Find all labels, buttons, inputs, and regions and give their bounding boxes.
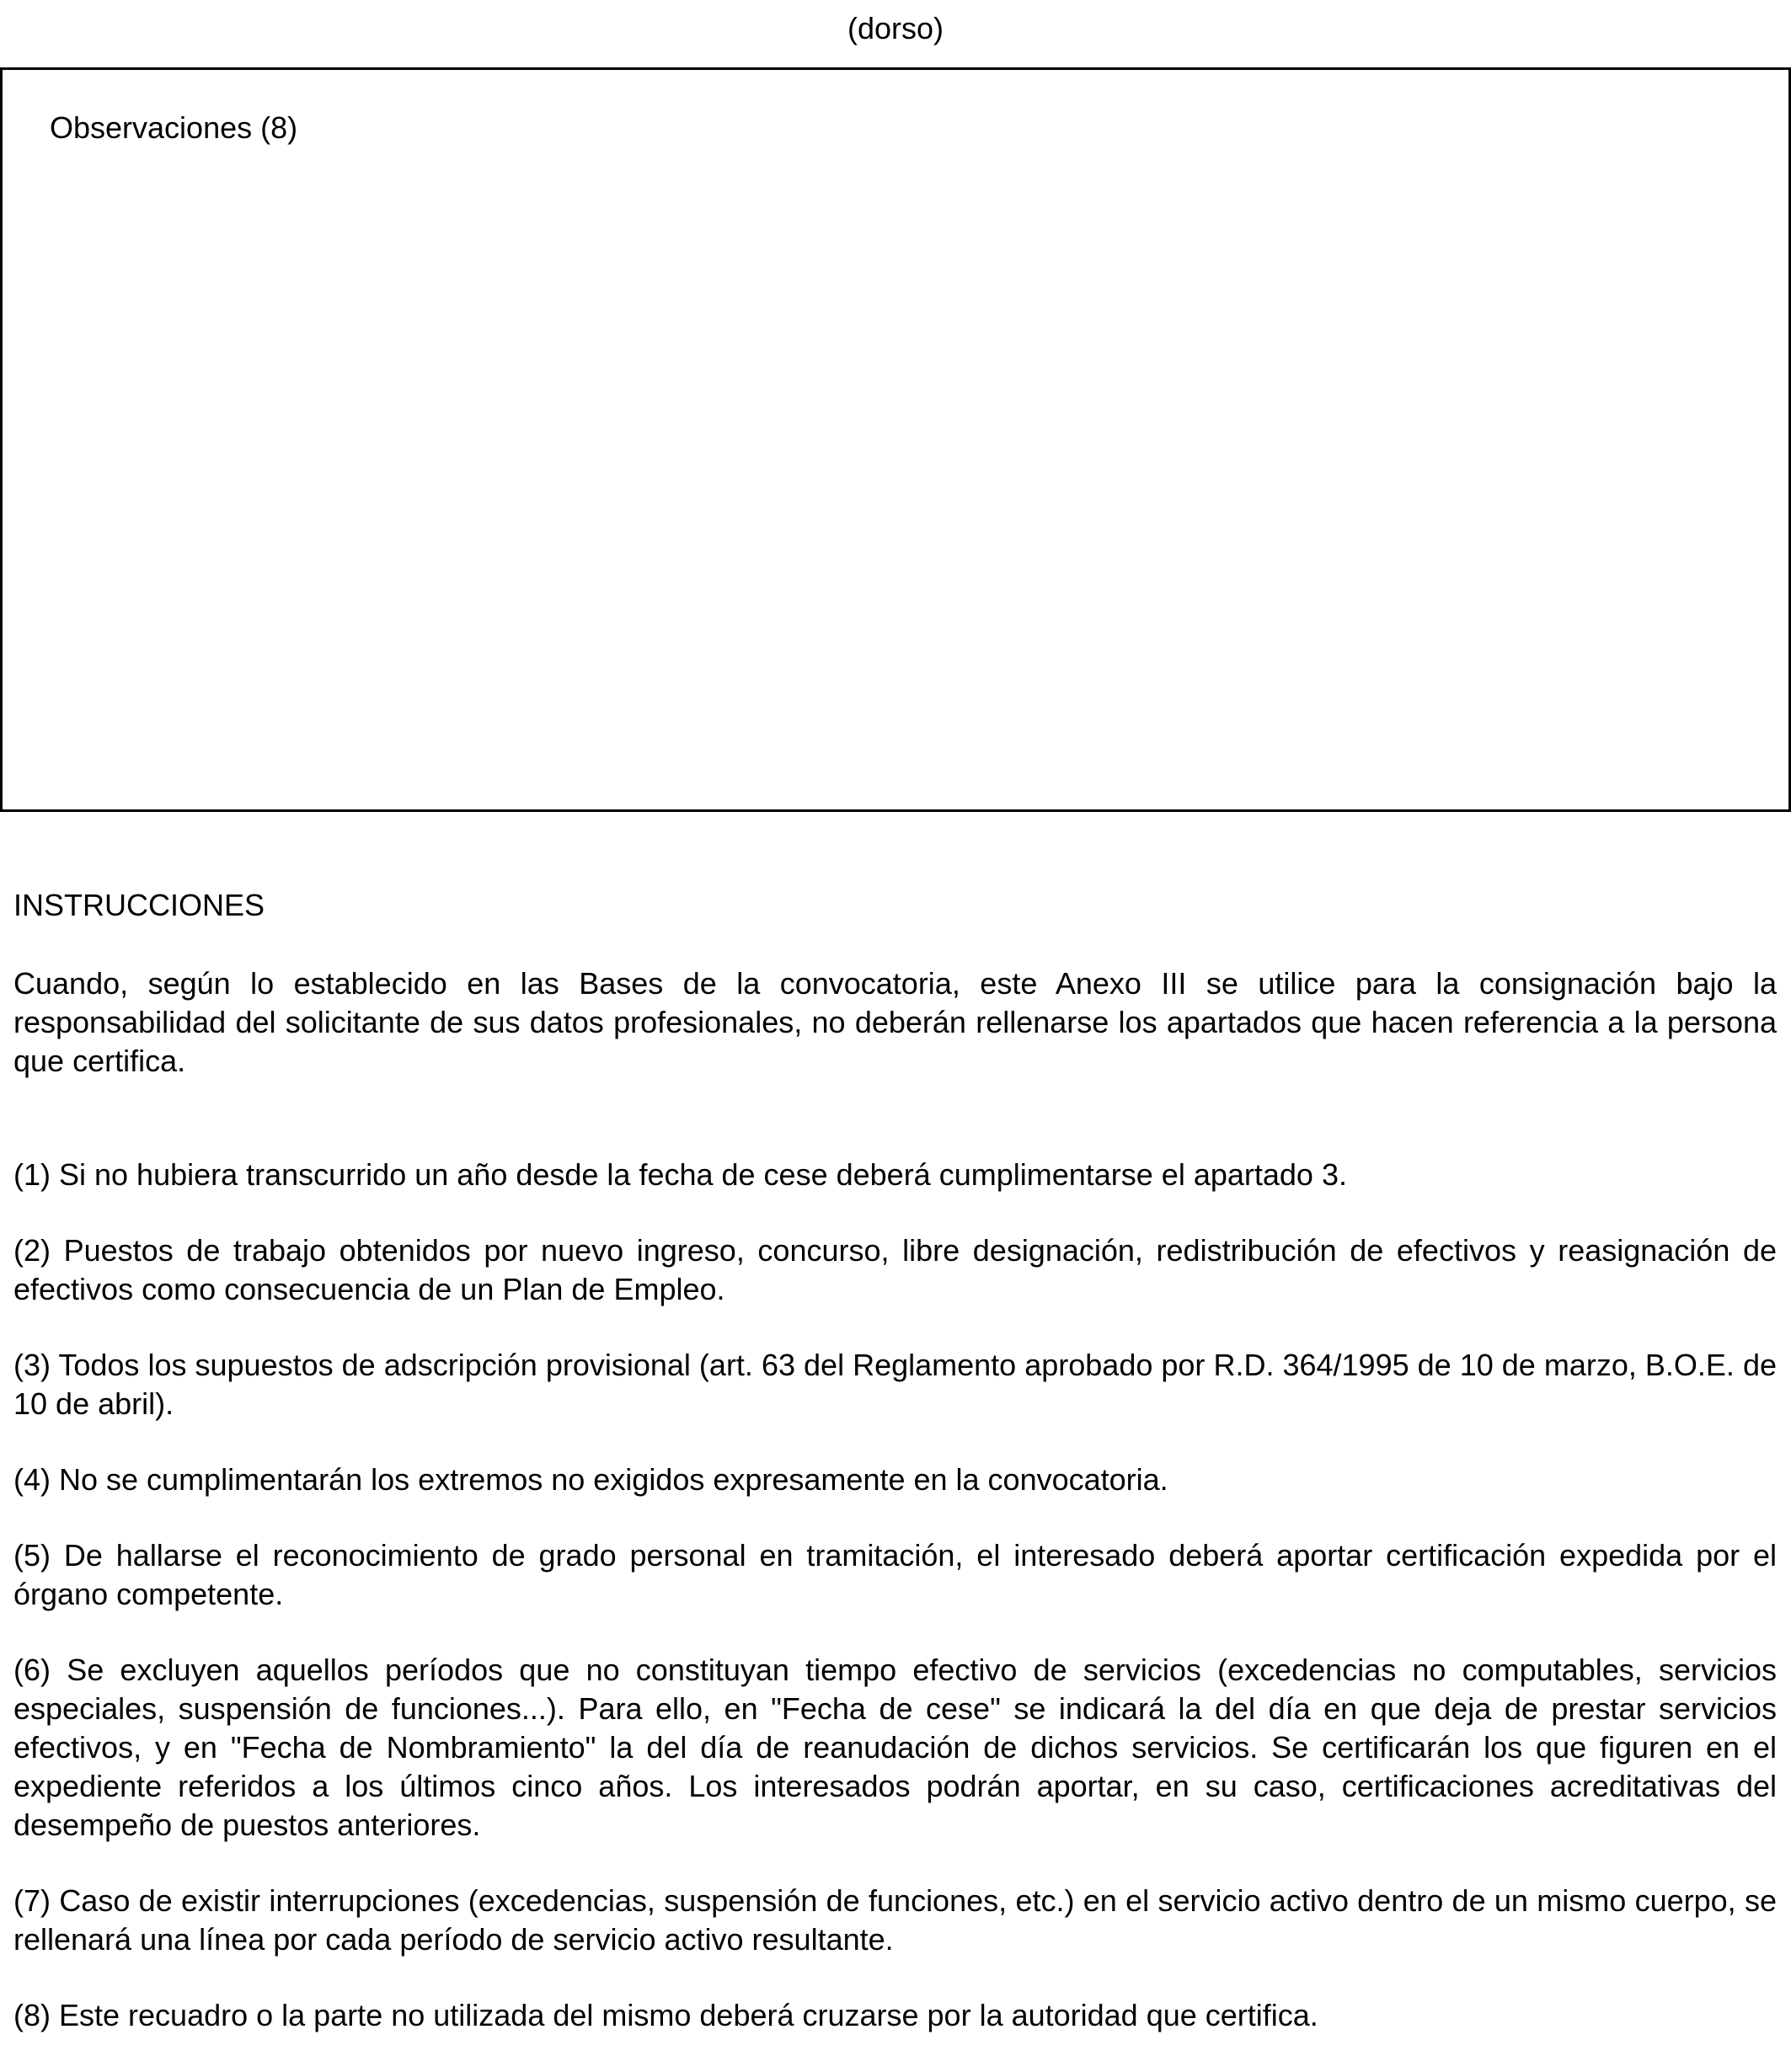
instructions-intro <box>13 964 1777 1081</box>
instructions-notes <box>13 1156 1777 2072</box>
note-6: (6) Se excluyen aquellos períodos que no constituyan tiempo efectivo de servicios (excedencias no computables, servicios especiales, suspensión de funciones...). Para ello, en "Fecha de cese" se indicará la del día en que deja de prestar servicios efectivos, y en "Fecha de Nombramiento" la del día de reanudación de dichos servicios. Se certificarán los que figuren en el expediente referidos a los últimos cinco años. Los interesados podrán aportar, en su caso, certificaciones acreditativas del desempeño de puestos anteriores. <box>13 1653 1777 1842</box>
note-4: (4) No se cumplimentarán los extremos no exigidos expresamente en la convocatoria. <box>13 1462 1168 1497</box>
note-3: (3) Todos los supuestos de adscripción provisional (art. 63 del Reglamento aprobado por R.D. 364/1995 de 10 de marzo, B.O.E. de 10 de abril). <box>13 1348 1777 1421</box>
note-8: (8) Este recuadro o la parte no utilizada del mismo deberá cruzarse por la autoridad que certifica. <box>13 1998 1318 2032</box>
instructions-title: INSTRUCCIONES <box>13 888 265 922</box>
page-side-label: (dorso) <box>847 11 944 45</box>
intro-paragraph: Cuando, según lo establecido en las Bases de la convocatoria, este Anexo III se utilice para la consignación bajo la responsabilidad del solicitante de sus datos profesionales, no deberán rellenarse los apartados que hacen referencia a la persona que certifica. <box>13 966 1777 1078</box>
note-5: (5) De hallarse el reconocimiento de grado personal en tramitación, el interesado deberá aportar certificación expedida por el órgano competente. <box>13 1538 1777 1611</box>
observations-label: Observaciones (8) <box>50 110 298 145</box>
observations-box[interactable] <box>0 67 1791 812</box>
note-1: (1) Si no hubiera transcurrido un año desde la fecha de cese deberá cumplimentarse el apartado 3. <box>13 1157 1347 1192</box>
note-2: (2) Puestos de trabajo obtenidos por nuevo ingreso, concurso, libre designación, redistribución de efectivos y reasignación de efectivos como consecuencia de un Plan de Empleo. <box>13 1233 1777 1306</box>
instructions-heading <box>13 886 1777 925</box>
note-7: (7) Caso de existir interrupciones (excedencias, suspensión de funciones, etc.) en el servicio activo dentro de un mismo cuerpo, se rellenará una línea por cada período de servicio activo resultante. <box>13 1883 1777 1957</box>
